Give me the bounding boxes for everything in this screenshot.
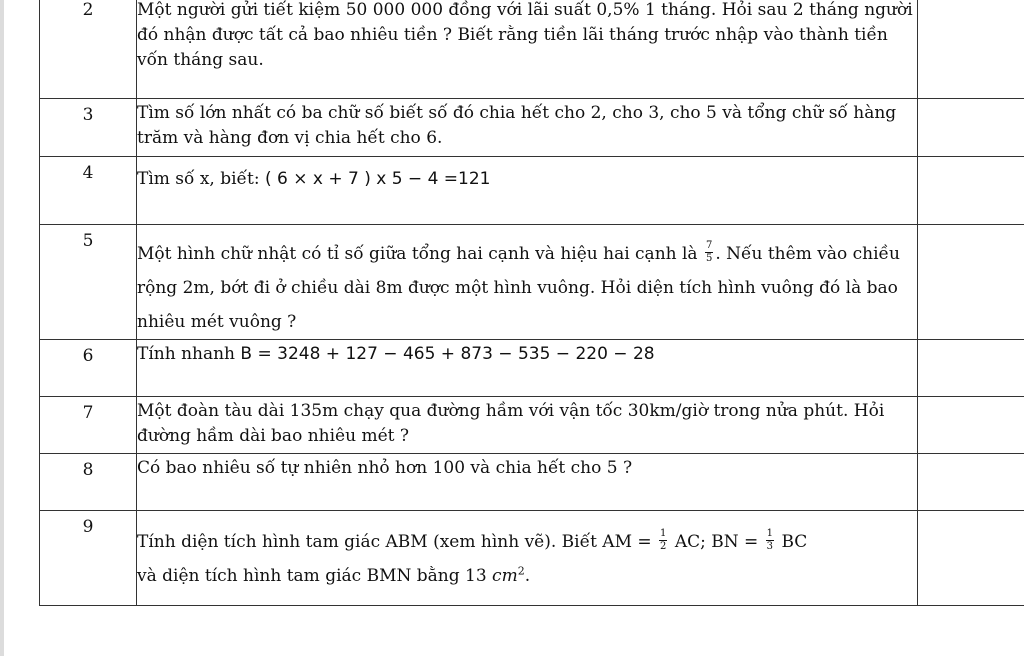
question-part: BC — [776, 532, 808, 552]
fraction-numerator: 1 — [660, 528, 667, 539]
answer-cell — [918, 511, 1024, 606]
table-row — [40, 99, 1024, 157]
fraction — [766, 528, 774, 553]
fraction-denominator: 2 — [660, 541, 667, 552]
table-row — [40, 511, 1024, 606]
table-row — [40, 157, 1024, 225]
question-part: AC; BN = — [669, 532, 764, 552]
question-end: . — [524, 566, 531, 586]
fraction — [705, 240, 713, 265]
fraction — [659, 528, 667, 553]
answer-cell — [918, 225, 1024, 340]
question-text — [137, 157, 918, 225]
row-number: 8 — [40, 454, 137, 511]
question-part: và diện tích hình tam giác BMN bằng 13 — [137, 566, 493, 586]
fraction-numerator: 1 — [766, 528, 774, 539]
row-number: 2 — [40, 0, 137, 99]
question-text: Tìm số lớn nhất có ba chữ số biết số đó chia hết cho 2, cho 3, cho 5 và tổng chữ số hàng trăm và hàng đơn vị chia hết cho 6. — [137, 99, 918, 157]
question-text: Có bao nhiêu số tự nhiên nhỏ hơn 100 và chia hết cho 5 ? — [137, 454, 918, 511]
fraction-denominator: 5 — [705, 253, 713, 264]
row-number: 7 — [40, 397, 137, 454]
table-row — [40, 340, 1024, 397]
question-part: Tính diện tích hình tam giác ABM (xem hình vẽ). Biết AM = — [137, 532, 658, 552]
unit-exponent: 2 — [517, 564, 525, 578]
row-number: 4 — [40, 157, 137, 225]
table-row — [40, 454, 1024, 511]
question-prefix: Tìm số x, biết: — [137, 169, 265, 189]
row-number: 9 — [40, 511, 137, 606]
question-text: Một người gửi tiết kiệm 50 000 000 đồng với lãi suất 0,5% 1 tháng. Hỏi sau 2 tháng người đó nhận được tất cả bao nhiêu tiền ? Biết rằng tiền lãi tháng trước nhập vào thành tiền vốn tháng sau. — [137, 0, 918, 99]
table-row — [40, 397, 1024, 454]
question-text — [137, 225, 918, 340]
question-prefix: Tính nhanh — [137, 344, 241, 364]
answer-cell — [918, 157, 1024, 225]
fraction-numerator: 7 — [705, 240, 713, 251]
answer-cell — [918, 397, 1024, 454]
question-text — [137, 340, 918, 397]
expression: B = 3248 + 127 − 465 + 873 − 535 − 220 − 28 — [240, 344, 655, 364]
fraction-denominator: 3 — [766, 541, 774, 552]
equation: ( 6 × x + 7 ) x 5 − 4 =121 — [264, 169, 491, 189]
exercise-table — [39, 0, 1024, 606]
question-part: . Nếu thêm vào chiều rộng 2m, bớt đi ở chiều dài 8m được một hình vuông. Hỏi diện tích hình vuông đó là bao nhiêu mét vuông ? — [137, 244, 900, 332]
unit: cm — [492, 566, 518, 586]
table-row — [40, 225, 1024, 340]
question-part: Một hình chữ nhật có tỉ số giữa tổng hai cạnh và hiệu hai cạnh là — [137, 244, 703, 264]
answer-cell — [918, 99, 1024, 157]
question-text — [137, 511, 918, 606]
row-number: 3 — [40, 99, 137, 157]
left-edge-strip — [0, 0, 4, 656]
answer-cell — [918, 454, 1024, 511]
row-number: 6 — [40, 340, 137, 397]
table-row — [40, 0, 1024, 99]
question-text: Một đoàn tàu dài 135m chạy qua đường hầm với vận tốc 30km/giờ trong nửa phút. Hỏi đường hầm dài bao nhiêu mét ? — [137, 397, 918, 454]
answer-cell — [918, 0, 1024, 99]
row-number: 5 — [40, 225, 137, 340]
answer-cell — [918, 340, 1024, 397]
